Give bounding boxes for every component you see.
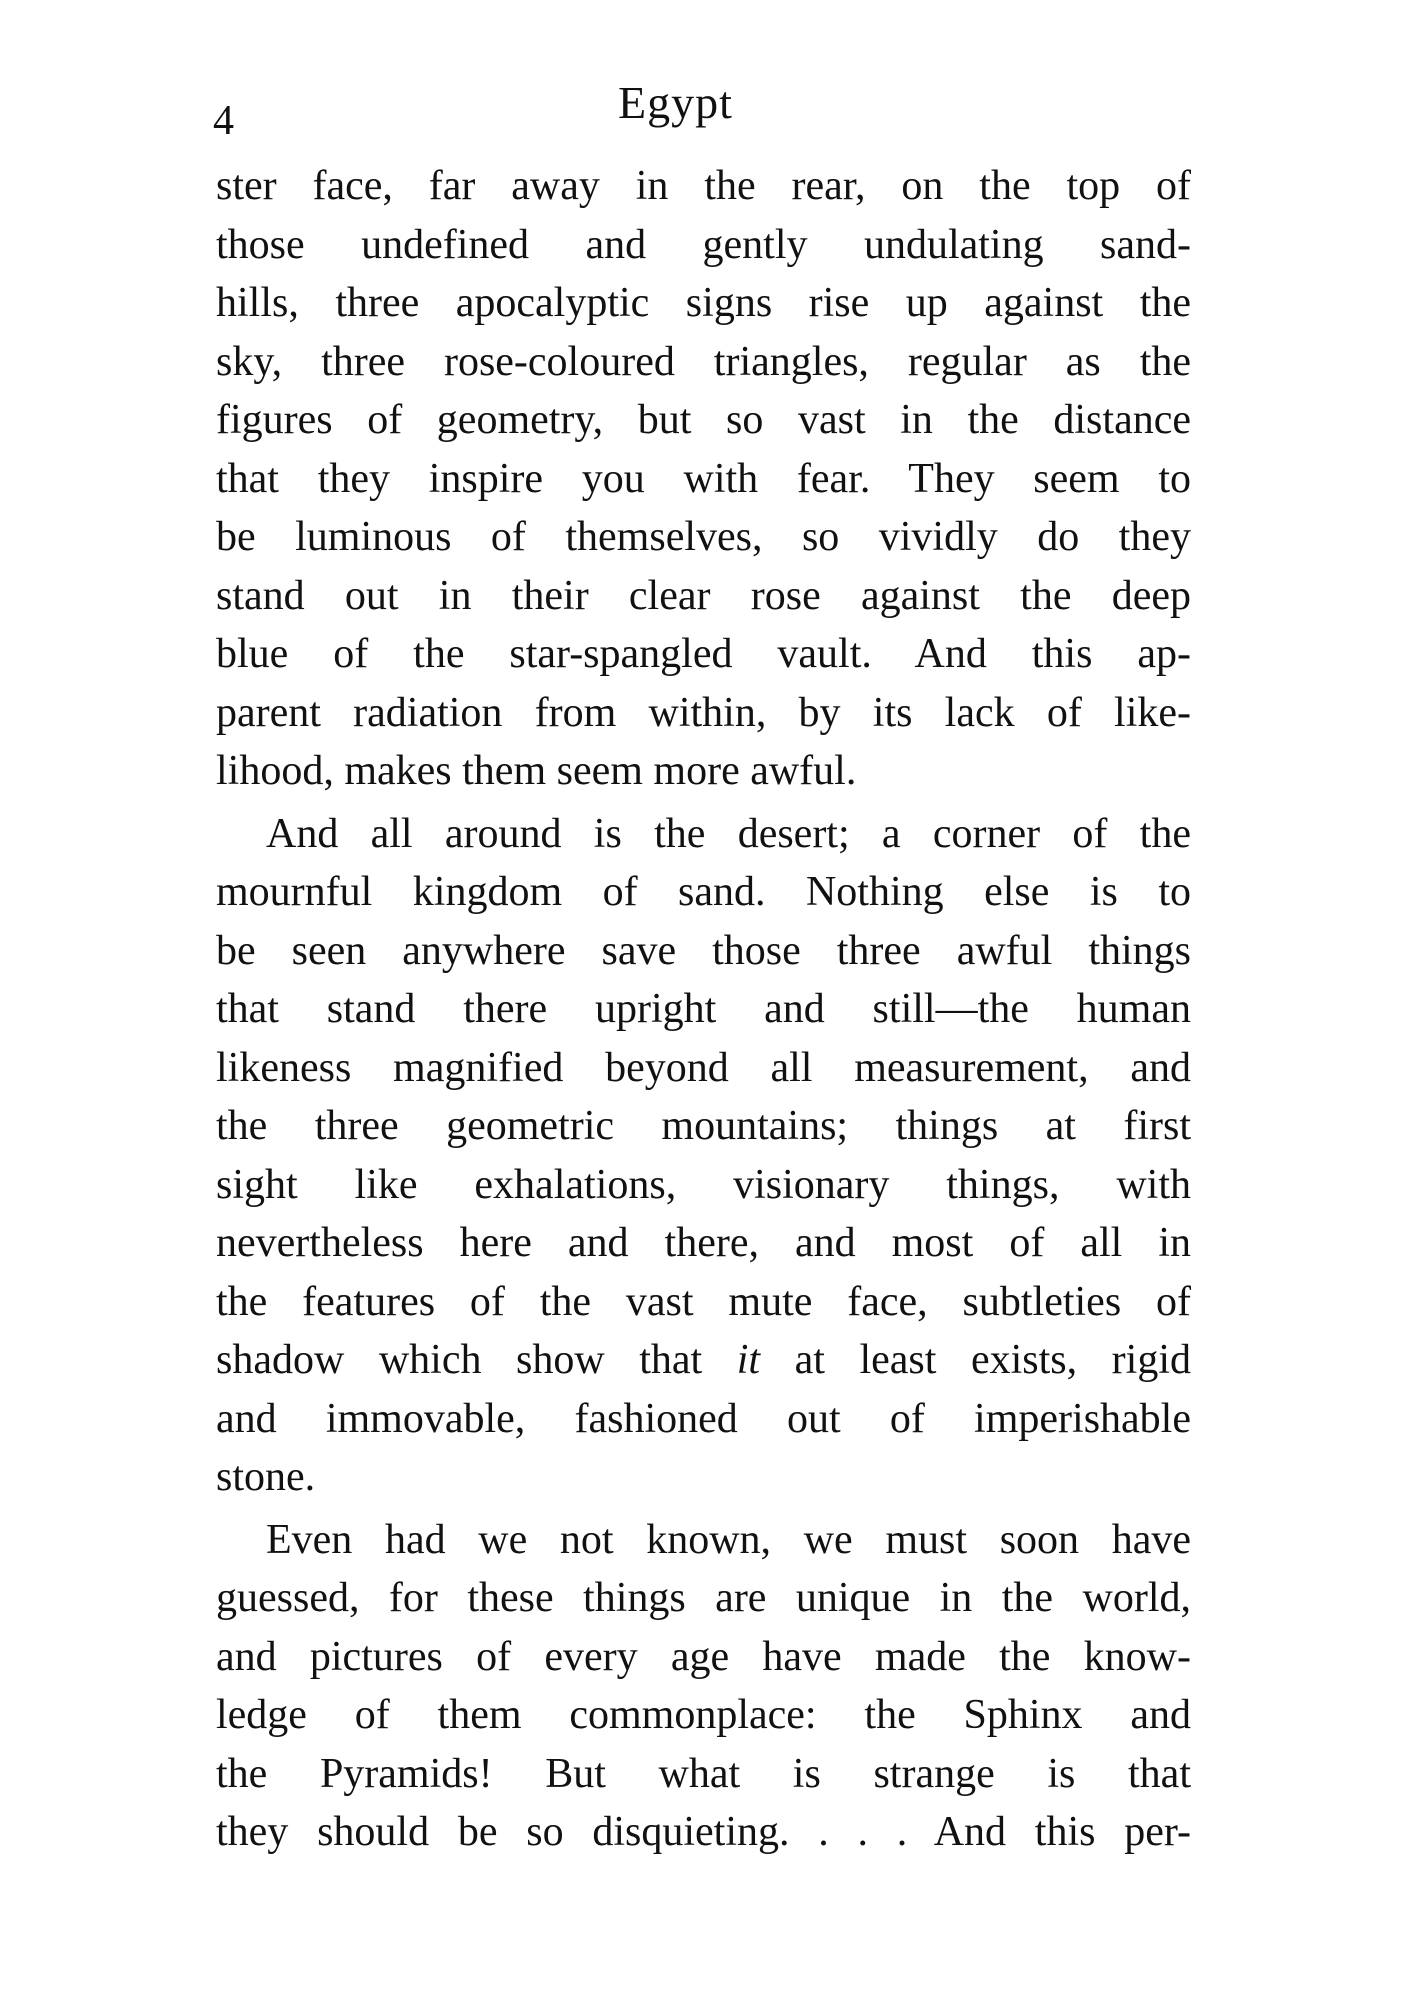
text-line: lihood, makes them seem more awful. — [216, 748, 857, 794]
text-line: stand out in their clear rose against the deep — [216, 572, 1191, 619]
paragraph-2 — [216, 805, 1191, 1507]
text-line: sky, three rose-coloured triangles, regular as the — [216, 338, 1191, 385]
text-line: that they inspire you with fear. They seem to — [216, 455, 1191, 502]
text-line: be seen anywhere save those three awful things — [216, 927, 1191, 974]
text-line-with-italic — [216, 1331, 1191, 1390]
text-line: they should be so disquieting. . . . And this per- — [216, 1809, 1191, 1855]
text-line: figures of geometry, but so vast in the distance — [216, 397, 1191, 443]
running-title: Egypt — [618, 77, 733, 128]
text-line: the Pyramids! But what is strange is that — [216, 1750, 1191, 1797]
text-line: blue of the star-spangled vault. And this ap- — [216, 631, 1191, 677]
text-line: ster face, far away in the rear, on the top of — [216, 163, 1191, 209]
text-line: the features of the vast mute face, subtleties of — [216, 1278, 1191, 1325]
text-line: Even had we not known, we must soon have — [266, 1516, 1191, 1563]
text-line: sight like exhalations, visionary things, with — [216, 1161, 1191, 1208]
text-line: be luminous of themselves, so vividly do they — [216, 514, 1191, 560]
text-line: mournful kingdom of sand. Nothing else is to — [216, 869, 1191, 915]
text-line: parent radiation from within, by its lack of like- — [216, 689, 1191, 736]
text-line: likeness magnified beyond all measurement, and — [216, 1044, 1191, 1091]
text-line: And all around is the desert; a corner of the — [266, 810, 1191, 857]
body-text — [216, 157, 1191, 1862]
text-segment: shadow which show that — [216, 1337, 737, 1383]
text-line: hills, three apocalyptic signs rise up against the — [216, 280, 1191, 326]
text-line: the three geometric mountains; things at first — [216, 1103, 1191, 1149]
page-header — [213, 78, 1193, 148]
text-line: that stand there upright and still—the human — [216, 986, 1191, 1032]
text-line: and immovable, fashioned out of imperishable — [216, 1395, 1191, 1442]
text-line: those undefined and gently undulating sand- — [216, 221, 1191, 268]
page-number: 4 — [213, 98, 234, 144]
paragraph-3 — [216, 1511, 1191, 1862]
text-line: and pictures of every age have made the know- — [216, 1633, 1191, 1680]
text-line: guessed, for these things are unique in the world, — [216, 1575, 1191, 1621]
text-line: ledge of them commonplace: the Sphinx and — [216, 1692, 1191, 1738]
text-segment: at least exists, rigid — [760, 1337, 1191, 1383]
text-line: nevertheless here and there, and most of all in — [216, 1220, 1191, 1266]
paragraph-1 — [216, 157, 1191, 801]
italic-word: it — [736, 1337, 761, 1383]
text-line: stone. — [216, 1454, 316, 1500]
